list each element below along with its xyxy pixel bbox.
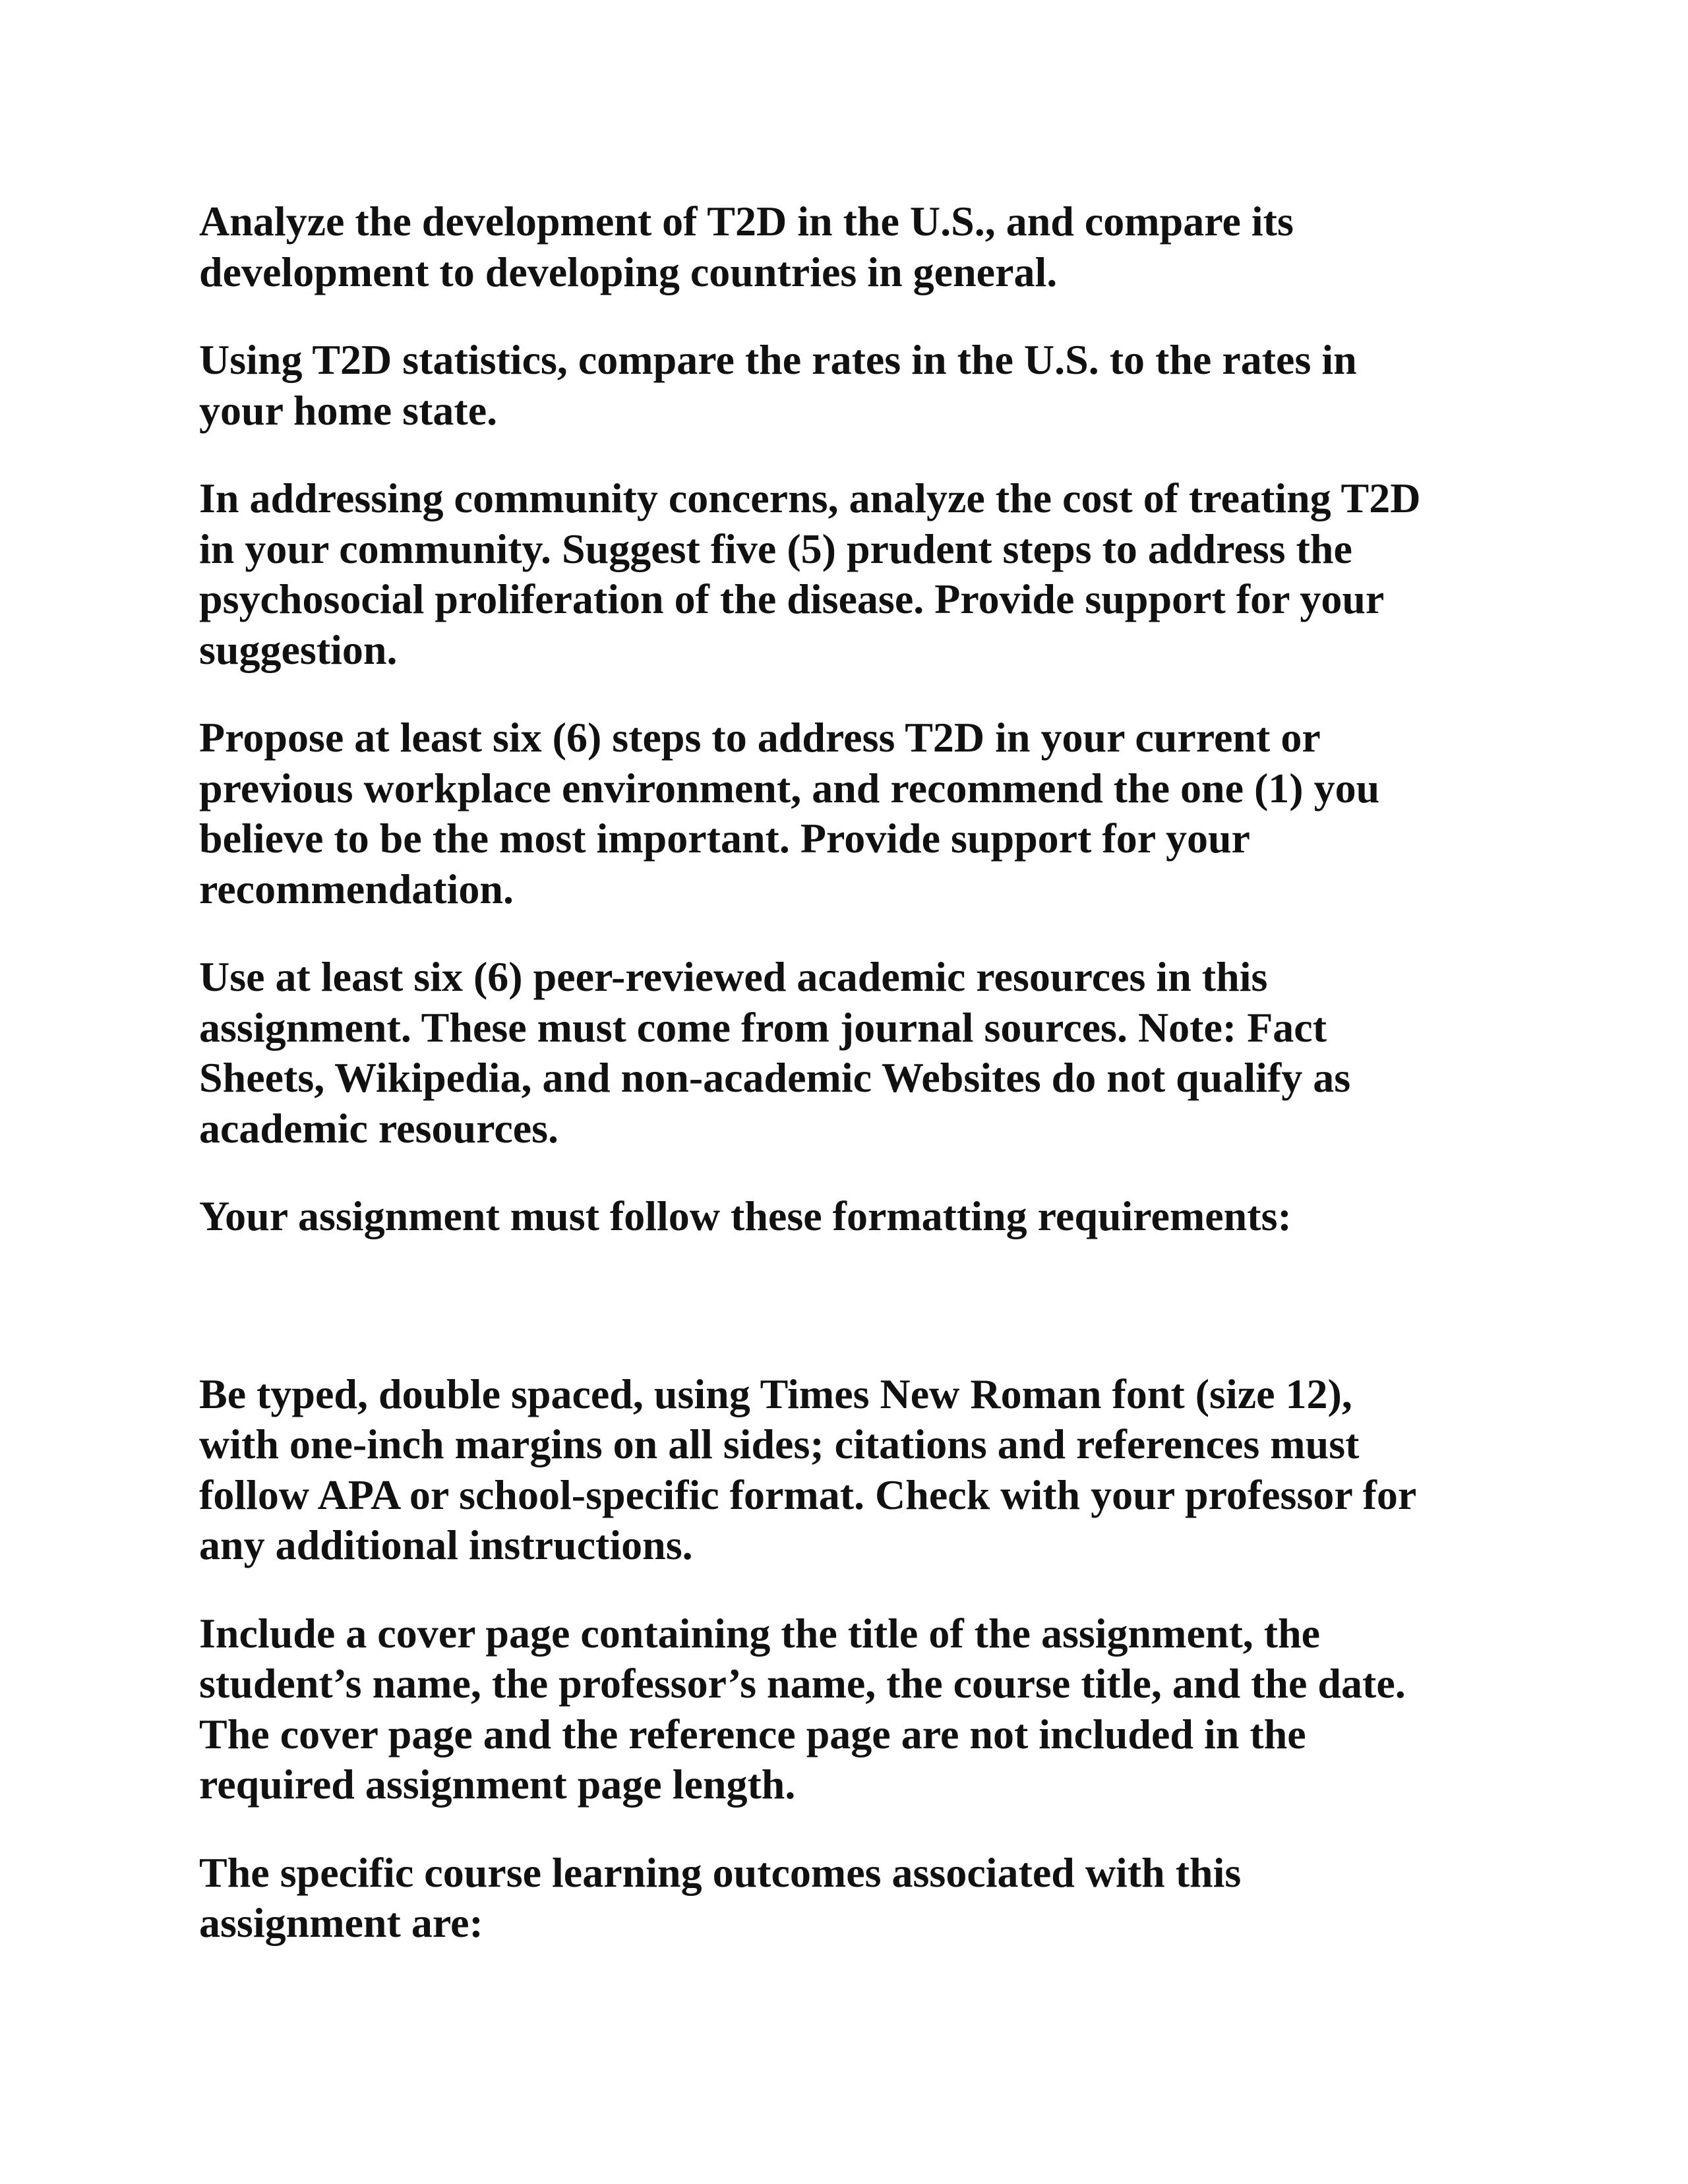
paragraph-learning-outcomes: The specific course learning outcomes associated with this assignment are: [199, 1848, 1242, 1946]
paragraph-cover-page: Include a cover page containing the title of the assignment, the student’s name, the professor’s name, the course title, and the date. The cover page and the reference page are not included in the required assignment page length. [199, 1609, 1406, 1808]
paragraph-community-concerns: In addressing community concerns, analyze the cost of treating T2D in your community. Suggest five (5) prudent steps to address the psychosocial proliferation of the disease. Provide support for your suggestion. [199, 475, 1421, 673]
paragraph-academic-resources: Use at least six (6) peer-reviewed academic resources in this assignment. These must come from journal sources. Note: Fact Sheets, Wikipedia, and non-academic Websites do not qualify as academic resources. [199, 953, 1351, 1152]
paragraph-analyze-development: Analyze the development of T2D in the U.S., and compare its development to developing countries in general. [199, 198, 1294, 295]
paragraph-formatting-typed: Be typed, double spaced, using Times New Roman font (size 12), with one-inch margins on all sides; citations and references must follow APA or school-specific format. Check with your professor for any additional instructions. [199, 1370, 1417, 1568]
paragraph-formatting-heading: Your assignment must follow these formatting requirements: [199, 1193, 1292, 1239]
paragraph-workplace-steps: Propose at least six (6) steps to address T2D in your current or previous workplace environment, and recommend the one (1) you believe to be the most important. Provide support for your recommendation. [199, 714, 1380, 912]
paragraph-compare-rates: Using T2D statistics, compare the rates in the U.S. to the rates in your home state. [199, 336, 1357, 434]
document-body [199, 196, 1505, 1986]
